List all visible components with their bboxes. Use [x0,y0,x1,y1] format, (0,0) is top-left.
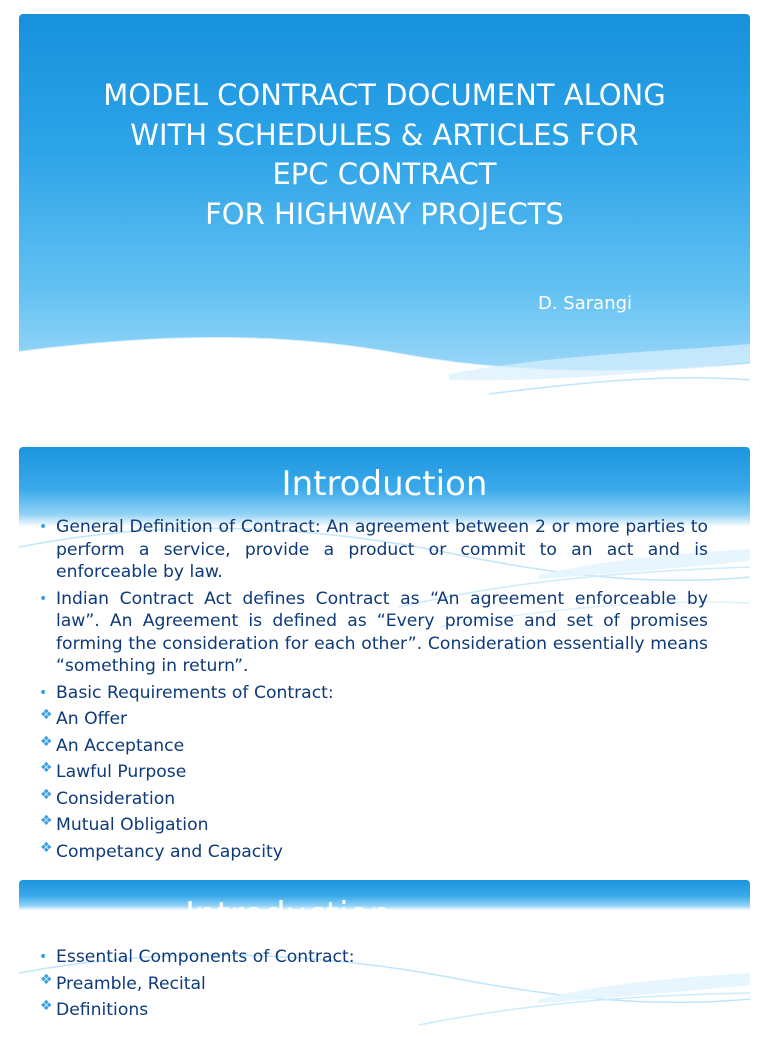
diamond-cluster-bullet-icon: ❖ [40,707,53,723]
diamond-cluster-bullet-icon: ❖ [40,839,53,856]
diamond-cluster-bullet-icon: ❖ [40,813,53,829]
bullet-text: Indian Contract Act defines Contract as “An agreement enforceable by law”. An Agreement is defined as “Every promise and set of promises forming the consideration for each other”. Consideration essentially means “something in return”. [56,588,708,676]
bullet-text: General Definition of Contract: An agreement between 2 or more parties to perform a service, provide a product or commit to an act and is enforceable by law. [56,517,708,582]
sub-item [40,786,708,811]
title-line: FOR HIGHWAY PROJECTS [205,196,564,231]
bullet-text: Essential Components of Contract: [56,947,355,967]
dot-bullet-icon: • [39,590,48,607]
title-line: MODEL CONTRACT DOCUMENT ALONG [103,78,666,112]
dot-bullet-icon: • [39,949,48,965]
bullet-item [39,682,708,705]
continued-label: contd… [510,912,572,931]
sub-item-text: Preamble, Recital [56,973,206,994]
sub-item [40,707,708,731]
sub-item-text: Consideration [56,788,176,809]
dot-bullet-icon: • [39,519,48,535]
diamond-cluster-bullet-icon: ❖ [40,998,53,1014]
sub-item-text: An Acceptance [56,735,185,756]
wave-decoration [19,314,750,409]
title-slide [19,14,750,409]
sub-item-text: An Offer [56,709,128,729]
bullet-item [39,588,708,678]
dot-bullet-icon: • [39,684,48,701]
sub-item [40,760,708,784]
sub-item [40,733,708,758]
sub-item [40,998,708,1022]
slide-content [39,946,708,1026]
bullet-item [39,946,708,969]
sub-item-text: Lawful Purpose [56,762,187,782]
presentation-title [49,76,720,234]
diamond-cluster-bullet-icon: ❖ [40,733,53,750]
introduction-contd-slide [19,880,750,1040]
author-name: D. Sarangi [538,293,633,314]
diamond-cluster-bullet-icon: ❖ [40,760,53,776]
title-line: WITH SCHEDULES & ARTICLES FOR [130,117,639,152]
sub-item [40,813,708,837]
sub-item [40,839,708,864]
diamond-cluster-bullet-icon: ❖ [40,971,53,988]
bullet-item [39,516,708,584]
diamond-cluster-bullet-icon: ❖ [40,786,53,803]
sub-item-text: Mutual Obligation [56,815,209,835]
slide-title: Introduction [185,895,391,935]
sub-item-text: Competancy and Capacity [56,841,283,862]
title-line: EPC CONTRACT [272,157,497,191]
slide-title: Introduction [281,464,488,504]
sub-item [40,971,708,996]
slide-content [39,516,708,867]
introduction-slide [19,447,750,867]
sub-item-text: Definitions [56,1000,149,1020]
bullet-text: Basic Requirements of Contract: [56,682,334,703]
